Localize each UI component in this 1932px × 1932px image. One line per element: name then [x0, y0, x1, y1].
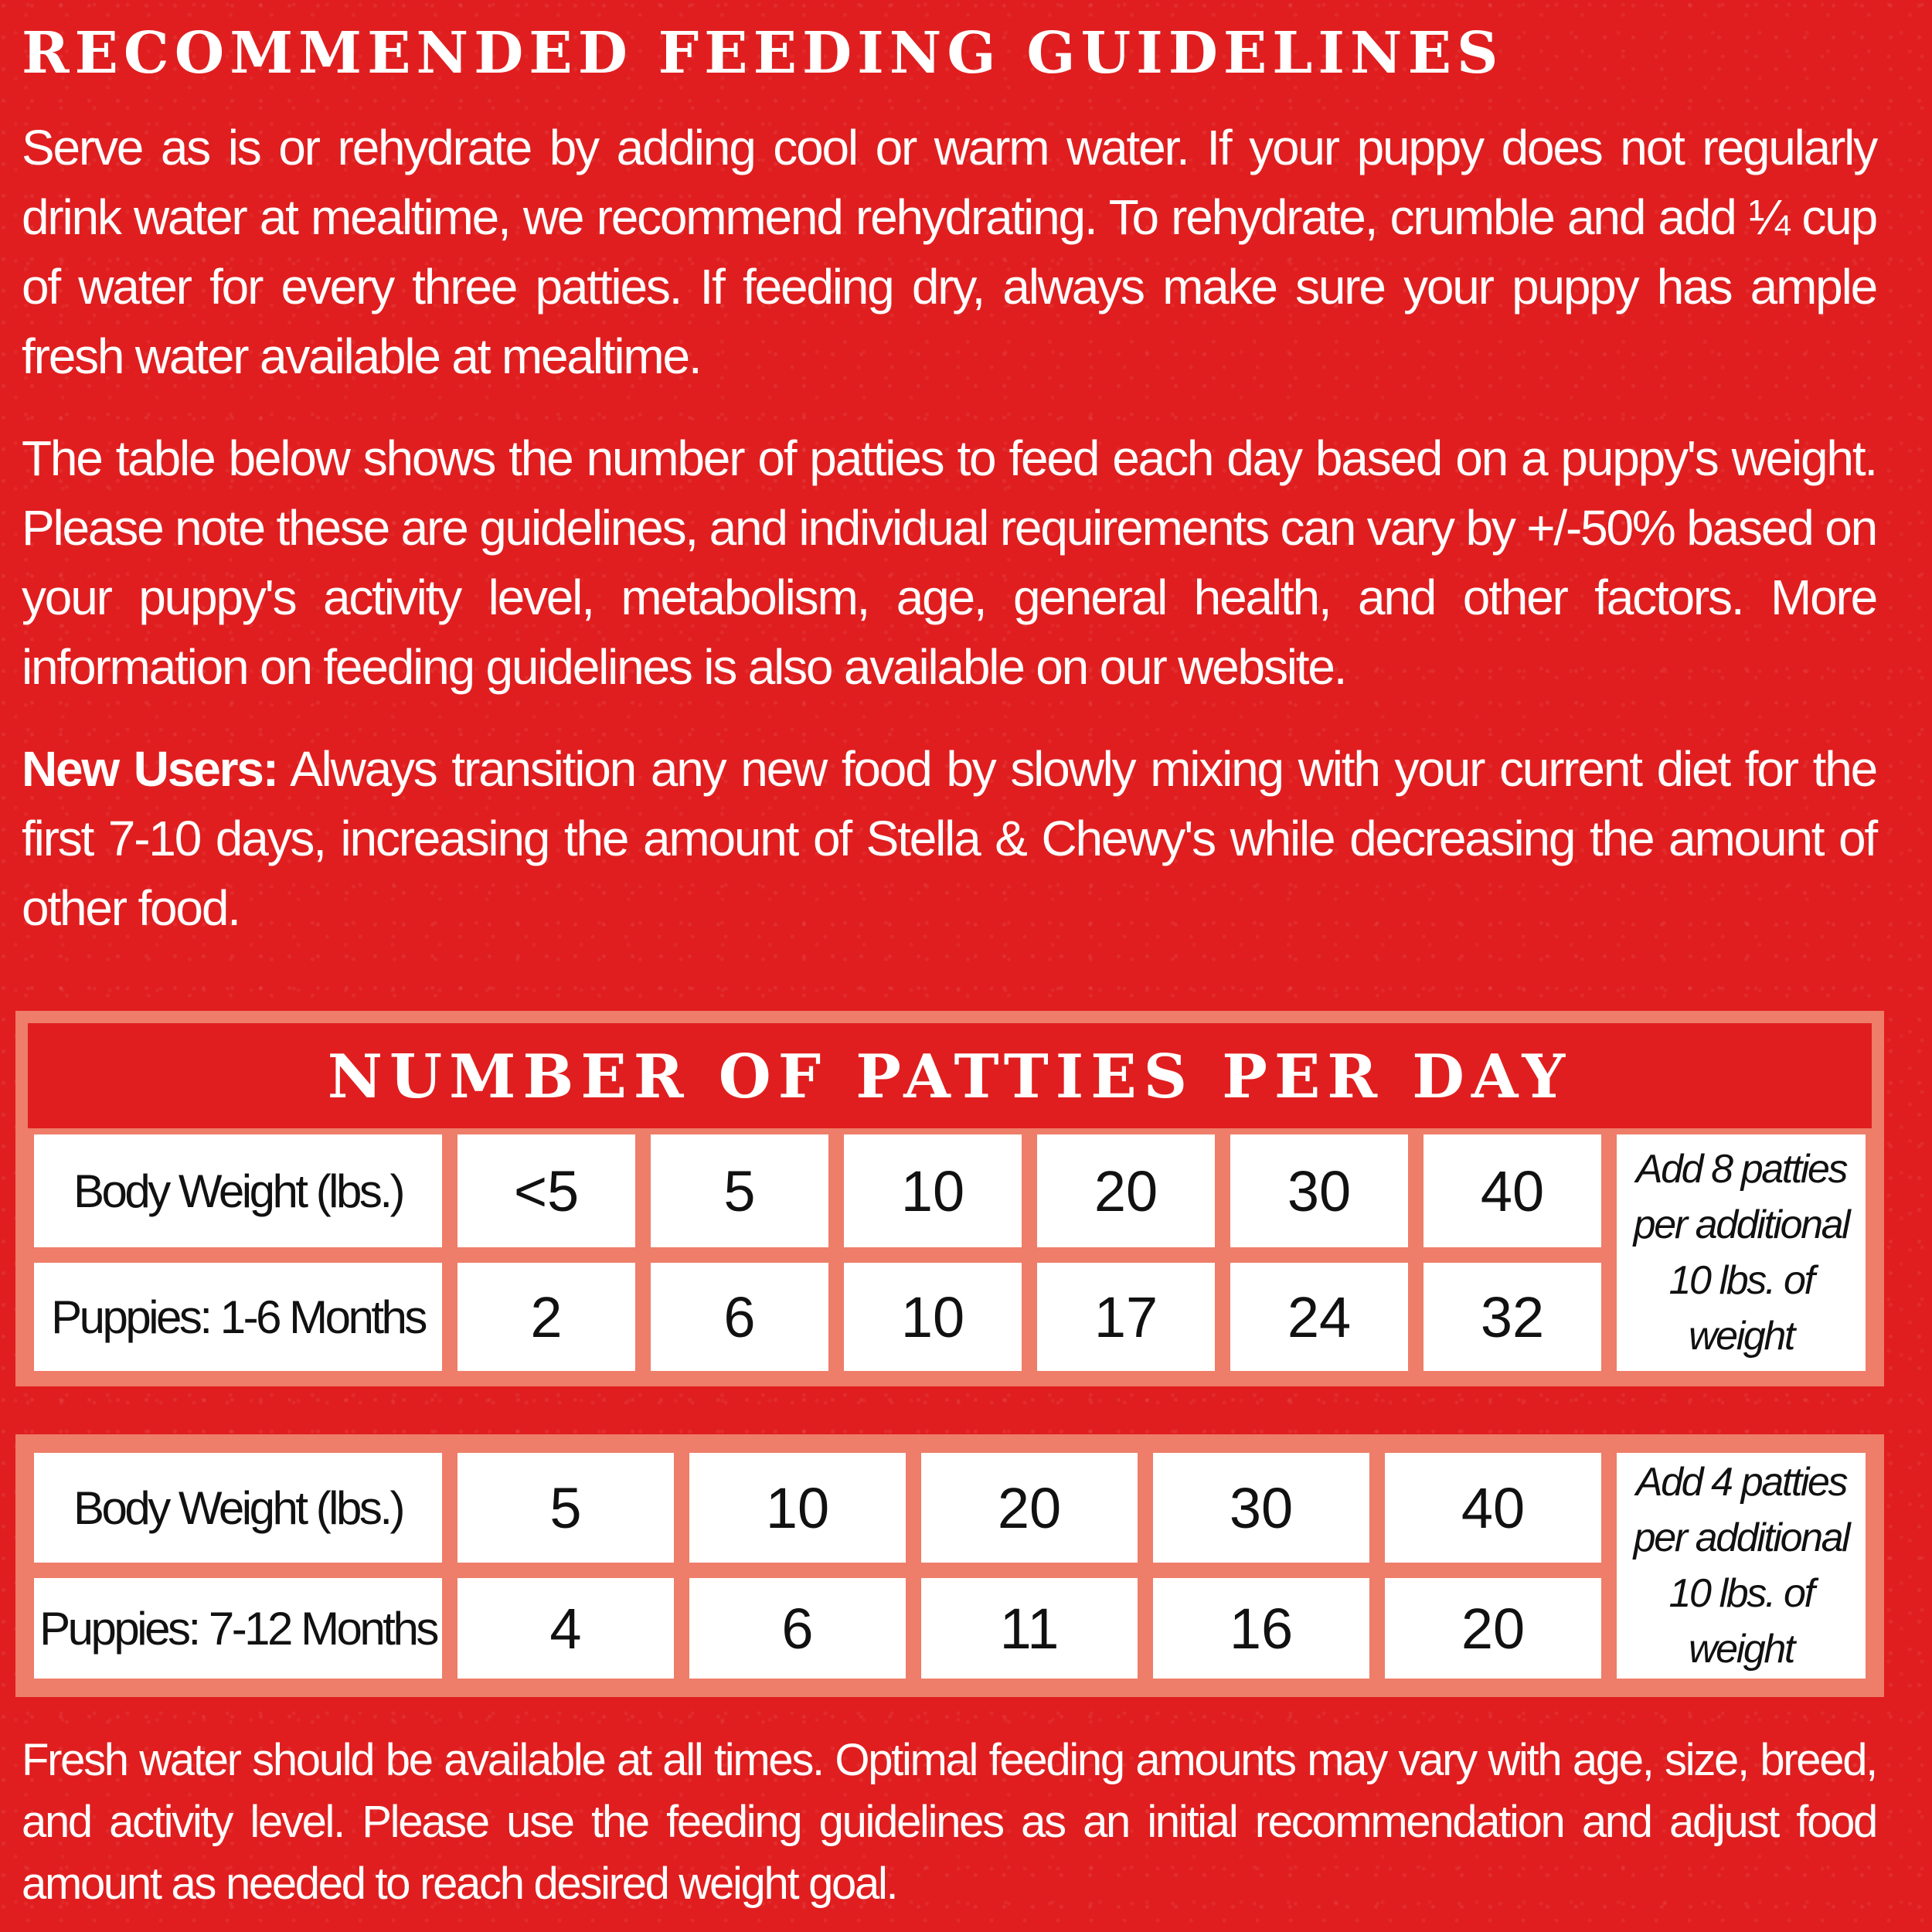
weight-cell: 40 — [1423, 1134, 1601, 1247]
new-users-paragraph — [22, 734, 1876, 943]
intro-paragraph: Serve as is or rehydrate by adding cool or warm water. If your puppy does not regularly drink water at mealtime, we recommend rehydrating. To rehydrate, crumble and add ¼ cup of water for every three patties. If feeding dry, always make sure your puppy has ample fresh water available at mealtime. — [22, 120, 1876, 384]
table-explanation-paragraph: The table below shows the number of patties to feed each day based on a puppy's weight. Please note these are guidelines, and individual requirements can vary by +/-50% based on your puppy's activity level, metabolism, age, general health, and other factors. More information on feeding guidelines is also available on our website. — [22, 430, 1876, 695]
patties-cell: 32 — [1423, 1263, 1601, 1371]
weight-cell: 20 — [1037, 1134, 1215, 1247]
patties-cell: 10 — [844, 1263, 1022, 1371]
patties-cell: 6 — [689, 1578, 906, 1679]
patties-cell: 4 — [457, 1578, 674, 1679]
patties-cell: 6 — [651, 1263, 828, 1371]
patties-cell: 24 — [1230, 1263, 1408, 1371]
weight-cell: <5 — [457, 1134, 635, 1247]
table-grid — [28, 1447, 1872, 1685]
weight-cell: 40 — [1385, 1453, 1601, 1563]
table-grid — [28, 1128, 1872, 1374]
patties-cell: 16 — [1153, 1578, 1369, 1679]
weight-cell: 10 — [844, 1134, 1022, 1247]
age-row-label: Puppies: 7-12 Months — [34, 1578, 442, 1679]
patties-cell: 17 — [1037, 1263, 1215, 1371]
patties-cell: 11 — [921, 1578, 1138, 1679]
weight-cell: 30 — [1153, 1453, 1369, 1563]
new-users-text: Always transition any new food by slowly mixing with your current diet for the first 7-10 days, increasing the amount of Stella & Chewy's while decreasing the amount of other food. — [22, 741, 1876, 936]
table-title: NUMBER OF PATTIES PER DAY — [327, 1042, 1573, 1112]
weight-cell: 10 — [689, 1453, 906, 1563]
age-row-label: Puppies: 1-6 Months — [34, 1263, 442, 1371]
footer-note: Fresh water should be available at all times. Optimal feeding amounts may vary with age, size, breed, and activity level. Please use the feeding guidelines as an initial recommendation and adjust food amount as needed to reach desired weight goal. — [22, 1735, 1876, 1909]
weight-row-label: Body Weight (lbs.) — [34, 1453, 442, 1563]
patties-cell: 20 — [1385, 1578, 1601, 1679]
weight-cell: 5 — [651, 1134, 828, 1247]
patties-cell: 2 — [457, 1263, 635, 1371]
weight-row-label: Body Weight (lbs.) — [34, 1134, 442, 1247]
page-heading: RECOMMENDED FEEDING GUIDELINES — [22, 20, 1504, 87]
weight-cell: 20 — [921, 1453, 1138, 1563]
additional-weight-note: Add 4 patties per additional 10 lbs. of weight — [1617, 1453, 1866, 1679]
weight-cell: 30 — [1230, 1134, 1408, 1247]
new-users-label: New Users: — [22, 741, 277, 797]
additional-weight-note: Add 8 patties per additional 10 lbs. of weight — [1617, 1134, 1866, 1371]
weight-cell: 5 — [457, 1453, 674, 1563]
feeding-table-7-12-months — [15, 1434, 1884, 1697]
feeding-table-1-6-months — [15, 1011, 1884, 1386]
